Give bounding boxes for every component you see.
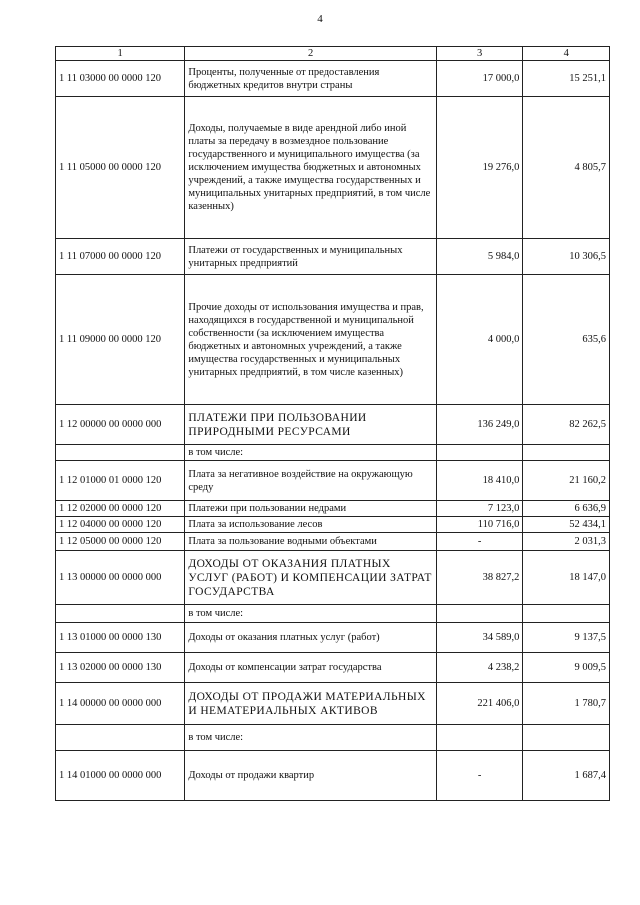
row-value-plan: 221 406,0 bbox=[436, 683, 523, 725]
row-value-plan: 4 238,2 bbox=[436, 653, 523, 683]
table-row-including bbox=[56, 605, 610, 623]
row-code: 1 13 01000 00 0000 130 bbox=[56, 623, 185, 653]
row-name: Платежи при пользовании недрами bbox=[185, 501, 436, 517]
row-value-actual: 82 262,5 bbox=[523, 405, 610, 445]
row-value-plan: 4 000,0 bbox=[436, 275, 523, 405]
row-value-actual: 6 636,9 bbox=[523, 501, 610, 517]
col-header-1: 1 bbox=[56, 47, 185, 61]
row-value-plan bbox=[436, 605, 523, 623]
row-name: Плата за пользование водными объектами bbox=[185, 533, 436, 551]
row-code: 1 12 05000 00 0000 120 bbox=[56, 533, 185, 551]
table-row bbox=[56, 653, 610, 683]
row-name: Плата за использование лесов bbox=[185, 517, 436, 533]
table-row bbox=[56, 61, 610, 97]
row-value-plan: 34 589,0 bbox=[436, 623, 523, 653]
table-row bbox=[56, 623, 610, 653]
table-row bbox=[56, 275, 610, 405]
row-value-plan: 136 249,0 bbox=[436, 405, 523, 445]
table-row bbox=[56, 239, 610, 275]
row-name: Доходы от продажи квартир bbox=[185, 751, 436, 801]
row-code: 1 11 03000 00 0000 120 bbox=[56, 61, 185, 97]
table-row bbox=[56, 97, 610, 239]
row-name: Прочие доходы от использования имущества и прав, находящихся в государственной и муниципальной собственности (за исключением имущества бюджетных и автономных учреждений, а также имущества государственных и муниципальных унитарных предприятий, в том числе казенных) bbox=[185, 275, 436, 405]
row-code: 1 14 00000 00 0000 000 bbox=[56, 683, 185, 725]
col-header-2: 2 bbox=[185, 47, 436, 61]
row-value-actual: 18 147,0 bbox=[523, 551, 610, 605]
row-value-plan: 17 000,0 bbox=[436, 61, 523, 97]
row-name: Проценты, полученные от предоставления бюджетных кредитов внутри страны bbox=[185, 61, 436, 97]
table-row bbox=[56, 461, 610, 501]
row-value-actual: 2 031,3 bbox=[523, 533, 610, 551]
row-value-plan bbox=[436, 445, 523, 461]
row-code: 1 12 00000 00 0000 000 bbox=[56, 405, 185, 445]
col-header-4: 4 bbox=[523, 47, 610, 61]
row-name: ПЛАТЕЖИ ПРИ ПОЛЬЗОВАНИИ ПРИРОДНЫМИ РЕСУРСАМИ bbox=[185, 405, 436, 445]
row-code: 1 12 01000 01 0000 120 bbox=[56, 461, 185, 501]
table-row bbox=[56, 533, 610, 551]
row-name: в том числе: bbox=[185, 725, 436, 751]
row-code: 1 12 04000 00 0000 120 bbox=[56, 517, 185, 533]
table-row-including bbox=[56, 445, 610, 461]
row-value-actual: 1 687,4 bbox=[523, 751, 610, 801]
row-value-actual bbox=[523, 605, 610, 623]
row-value-actual: 9 009,5 bbox=[523, 653, 610, 683]
row-value-actual: 635,6 bbox=[523, 275, 610, 405]
row-code: 1 13 02000 00 0000 130 bbox=[56, 653, 185, 683]
table-row-including bbox=[56, 725, 610, 751]
row-code bbox=[56, 445, 185, 461]
table-row-section bbox=[56, 551, 610, 605]
row-code: 1 12 02000 00 0000 120 bbox=[56, 501, 185, 517]
row-value-plan: 110 716,0 bbox=[436, 517, 523, 533]
row-value-plan: 38 827,2 bbox=[436, 551, 523, 605]
row-value-plan bbox=[436, 725, 523, 751]
row-value-actual: 9 137,5 bbox=[523, 623, 610, 653]
row-value-actual: 4 805,7 bbox=[523, 97, 610, 239]
page-number: 4 bbox=[317, 13, 323, 25]
table-row bbox=[56, 501, 610, 517]
table-row bbox=[56, 751, 610, 801]
table-header-row bbox=[56, 47, 610, 61]
row-name: Платежи от государственных и муниципальных унитарных предприятий bbox=[185, 239, 436, 275]
row-name: Доходы, получаемые в виде арендной либо иной платы за передачу в возмездное пользование государственного и муниципального имущества (за исключением имущества бюджетных и автономных учреждений, а также имущества государственных и муниципальных унитарных предприятий, в том числе казенных) bbox=[185, 97, 436, 239]
row-name: в том числе: bbox=[185, 605, 436, 623]
budget-revenue-table bbox=[55, 46, 610, 801]
row-value-actual bbox=[523, 725, 610, 751]
row-code: 1 13 00000 00 0000 000 bbox=[56, 551, 185, 605]
table-row bbox=[56, 517, 610, 533]
row-code bbox=[56, 605, 185, 623]
row-code: 1 11 09000 00 0000 120 bbox=[56, 275, 185, 405]
row-name: ДОХОДЫ ОТ ОКАЗАНИЯ ПЛАТНЫХ УСЛУГ (РАБОТ) И КОМПЕНСАЦИИ ЗАТРАТ ГОСУДАРСТВА bbox=[185, 551, 436, 605]
row-code bbox=[56, 725, 185, 751]
row-name: Доходы от компенсации затрат государства bbox=[185, 653, 436, 683]
row-value-plan: 19 276,0 bbox=[436, 97, 523, 239]
row-name: Плата за негативное воздействие на окружающую среду bbox=[185, 461, 436, 501]
row-value-plan: 7 123,0 bbox=[436, 501, 523, 517]
row-value-plan: 5 984,0 bbox=[436, 239, 523, 275]
row-name: в том числе: bbox=[185, 445, 436, 461]
row-value-actual: 21 160,2 bbox=[523, 461, 610, 501]
row-code: 1 11 05000 00 0000 120 bbox=[56, 97, 185, 239]
row-value-actual: 15 251,1 bbox=[523, 61, 610, 97]
row-name: Доходы от оказания платных услуг (работ) bbox=[185, 623, 436, 653]
col-header-3: 3 bbox=[436, 47, 523, 61]
row-value-actual: 52 434,1 bbox=[523, 517, 610, 533]
row-name: ДОХОДЫ ОТ ПРОДАЖИ МАТЕРИАЛЬНЫХ И НЕМАТЕРИАЛЬНЫХ АКТИВОВ bbox=[185, 683, 436, 725]
table-row-section bbox=[56, 683, 610, 725]
row-value-actual: 1 780,7 bbox=[523, 683, 610, 725]
row-value-plan: - bbox=[436, 751, 523, 801]
row-value-actual: 10 306,5 bbox=[523, 239, 610, 275]
row-value-actual bbox=[523, 445, 610, 461]
row-code: 1 11 07000 00 0000 120 bbox=[56, 239, 185, 275]
row-value-plan: - bbox=[436, 533, 523, 551]
table-row-section bbox=[56, 405, 610, 445]
row-code: 1 14 01000 00 0000 000 bbox=[56, 751, 185, 801]
row-value-plan: 18 410,0 bbox=[436, 461, 523, 501]
